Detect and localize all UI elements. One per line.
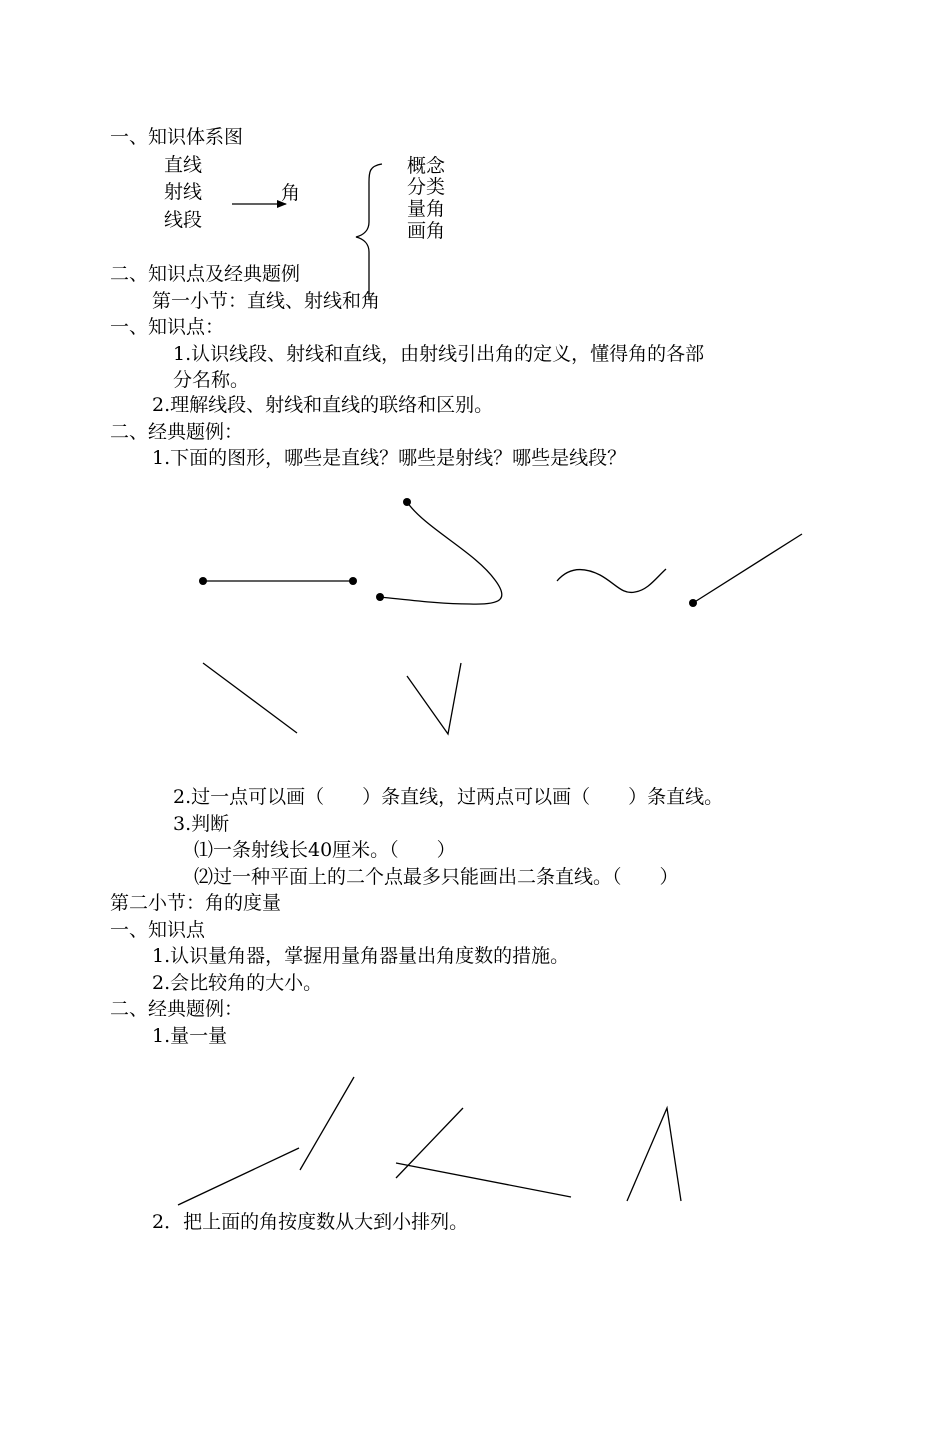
angle2-side-a [396,1108,463,1178]
angle2-side-b [396,1163,571,1197]
angle1-side-a [178,1148,299,1205]
part1-point1-cont: 分名称。 [173,369,250,391]
part1-question3: 3.判断 [173,813,230,835]
part2-knowledge-heading: 一、知识点 [110,919,206,941]
judge-item-1: ⑴一条射线长40厘米。（ ） [194,839,456,861]
angle1-side-b [300,1077,354,1170]
term-angle: 角 [281,182,301,204]
measure-angle-item: 量角 [407,198,446,220]
section2-heading: 二、知识点及经典题例 [110,263,301,285]
judge-item-2: ⑵过一种平面上的二个点最多只能画出二条直线。（ ） [194,866,679,888]
part2-point1: 1.认识量角器，掌握用量角器量出角度数的措施。 [152,945,570,967]
part1-question1: 1.下面的图形，哪些是直线？哪些是射线？哪些是线段？ [152,447,627,469]
part1-point1: 1.认识线段、射线和直线，由射线引出角的定义，懂得角的各部 [173,343,705,365]
term-line: 直线 [164,154,203,176]
section1-heading: 一、知识体系图 [110,126,244,148]
part2-examples-heading: 二、经典题例： [110,998,244,1020]
part2-question1: 1.量一量 [152,1025,228,1047]
part2-question2: 2．把上面的角按度数从大到小排列。 [152,1211,469,1233]
part1-title: 第一小节：直线、射线和角 [152,290,381,312]
draw-angle-item: 画角 [407,220,446,242]
concept-item: 概念 [407,155,446,177]
classification-item: 分类 [407,176,446,198]
part1-examples-heading: 二、经典题例： [110,421,244,443]
term-segment: 线段 [164,209,203,231]
part2-title: 第二小节：角的度量 [110,892,282,914]
angle3 [627,1108,681,1201]
part1-knowledge-heading: 一、知识点： [110,316,225,338]
part1-question2: 2.过一点可以画（ ）条直线，过两点可以画（ ）条直线。 [173,786,724,808]
part1-point2: 2.理解线段、射线和直线的联络和区别。 [152,394,494,416]
part2-point2: 2.会比较角的大小。 [152,972,323,994]
term-ray: 射线 [164,181,203,203]
